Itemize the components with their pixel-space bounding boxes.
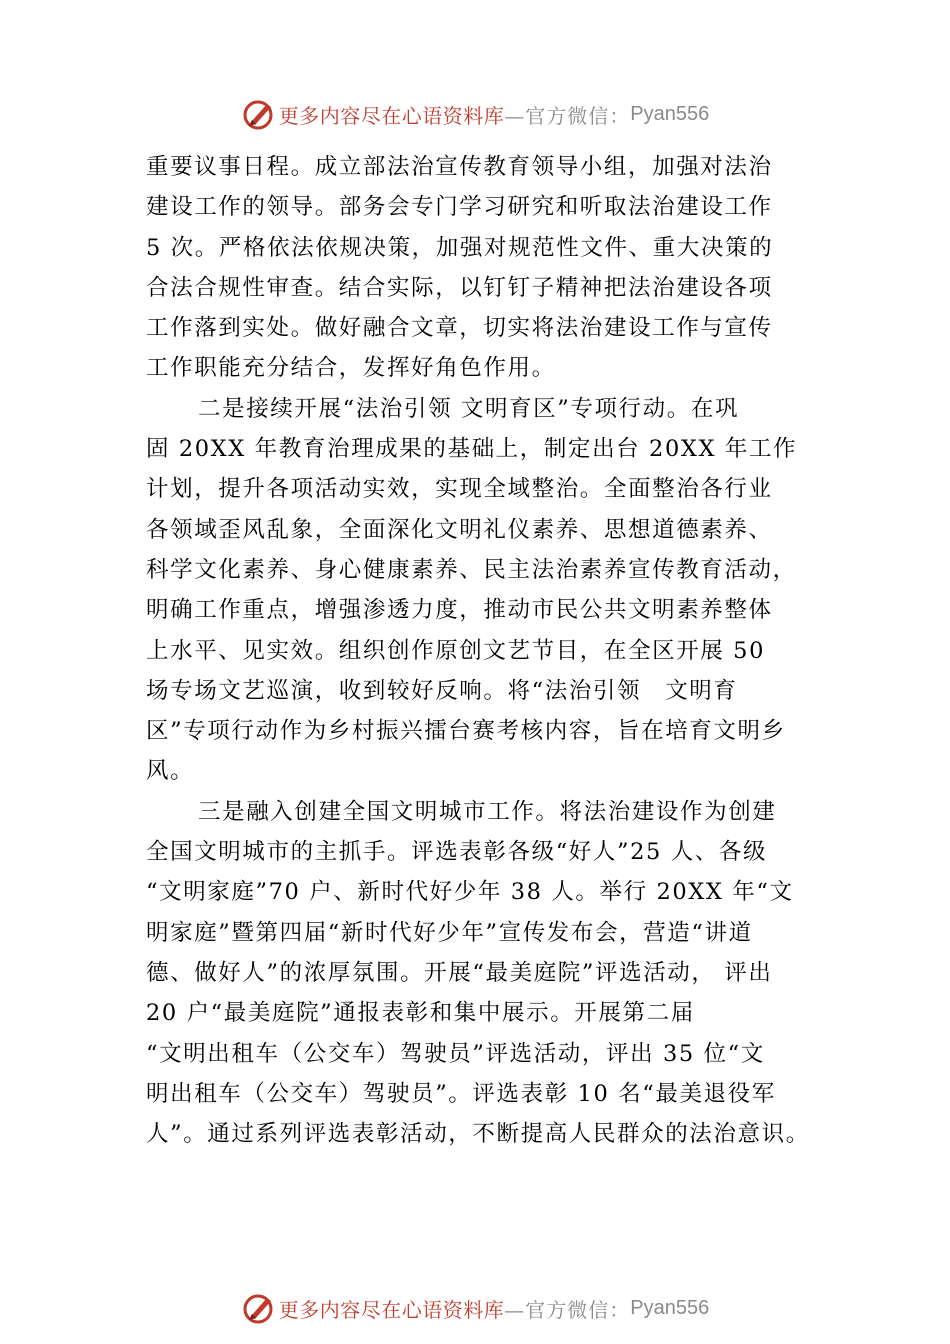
text-line: 人”。通过系列评选表彰活动，不断提高人民群众的法治意识。: [146, 1121, 810, 1148]
banner-handle: Pyan556: [630, 1296, 710, 1319]
text-line: 二是接续开展“法治引领 文明育区”专项行动。在巩: [198, 395, 740, 422]
text-line: 科学文化素养、身心健康素养、民主法治素养宣传教育活动，: [146, 556, 797, 583]
text-line: 风。: [146, 758, 195, 785]
text-line: 上水平、见实效。组织创作原创文艺节目，在全区开展 50: [146, 637, 765, 664]
banner-red-text: 更多内容尽在心语资料库: [278, 1297, 505, 1322]
text-line: 明家庭”暨第四届“新时代好少年”宣传发布会，营造“讲道: [146, 919, 753, 946]
text-line: 全国文明城市的主抓手。评选表彰各级“好人”25 人、各级: [146, 839, 768, 866]
text-line: 5 次。严格依法依规决策，加强对规范性文件、重大决策的: [146, 234, 774, 261]
pen-logo-icon: [241, 1290, 277, 1326]
banner-red-text: 更多内容尽在心语资料库: [278, 103, 505, 128]
header-banner: [0, 94, 950, 134]
banner-gray-text: —官方微信：: [504, 103, 631, 128]
banner-gray-text: —官方微信：: [504, 1297, 631, 1322]
pen-logo-icon: [241, 96, 277, 132]
text-line: 各领域歪风乱象，全面深化文明礼仪素养、思想道德素养、: [146, 516, 773, 543]
text-line: 建设工作的领导。部务会专门学习研究和听取法治建设工作: [146, 194, 773, 221]
text-line: 合法合规性审查。结合实际，以钉钉子精神把法治建设各项: [146, 274, 773, 301]
document-body: [146, 147, 814, 1154]
text-line: 20 户“最美庭院”通报表彰和集中展示。开展第二届: [146, 1000, 695, 1027]
text-line: 区”专项行动作为乡村振兴擂台赛考核内容，旨在培育文明乡: [146, 718, 786, 745]
text-line: 工作职能充分结合，发挥好角色作用。: [146, 355, 556, 382]
text-line: 场专场文艺巡演，收到较好反响。将“法治引领 文明育: [146, 677, 738, 704]
paragraph-2: [146, 389, 814, 792]
text-line: 明确工作重点，增强渗透力度，推动市民公共文明素养整体: [146, 597, 773, 624]
text-line: 计划，提升各项活动实效，实现全域整治。全面整治各行业: [146, 476, 773, 503]
text-line: 三是融入创建全国文明城市工作。将法治建设作为创建: [198, 798, 777, 825]
text-line: 德、做好人”的浓厚氛围。开展“最美庭院”评选活动， 评出: [146, 959, 773, 986]
text-line: 工作落到实处。做好融合文章，切实将法治建设工作与宣传: [146, 315, 773, 342]
text-line: “文明家庭”70 户、新时代好少年 38 人。举行 20XX 年“文: [146, 879, 794, 906]
banner-handle: Pyan556: [630, 102, 710, 125]
text-line: 明出租车（公交车）驾驶员”。评选表彰 10 名“最美退役军: [146, 1080, 776, 1107]
footer-banner: [0, 1288, 950, 1328]
text-line: 固 20XX 年教育治理成果的基础上，制定出台 20XX 年工作: [146, 436, 798, 463]
text-line: “文明出租车（公交车）驾驶员”评选活动，评出 35 位“文: [146, 1040, 765, 1067]
paragraph-3: [146, 792, 814, 1155]
paragraph-1: [146, 147, 814, 389]
text-line: 重要议事日程。成立部法治宣传教育领导小组，加强对法治: [146, 154, 773, 180]
